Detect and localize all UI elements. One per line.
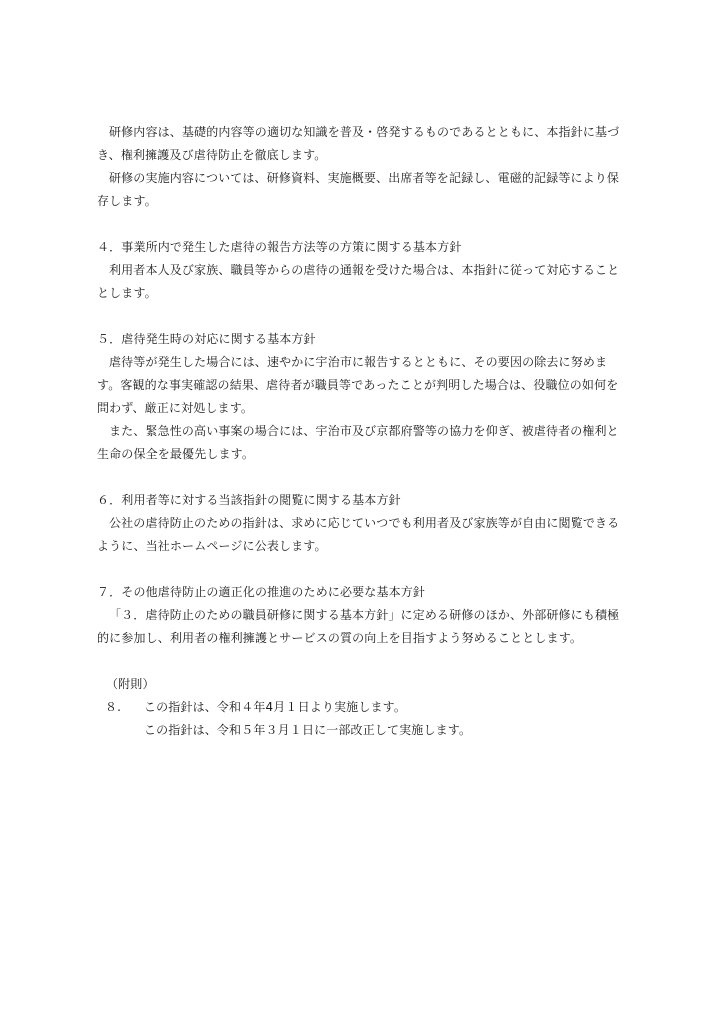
section-7: [97, 581, 627, 650]
document-body: [97, 121, 627, 742]
appendix-heading: （附則）: [106, 677, 155, 691]
intro-paragraph-1: 研修内容は、基礎的内容等の適切な知識を普及・啓発するものであるとともに、本指針に基づき、権利擁護及び虐待防止を徹底します。: [97, 125, 620, 162]
section-7-paragraph: 「３．虐待防止のための職員研修に関する基本方針」に定める研修のほか、外部研修にも積極的に参加し、利用者の権利擁護とサービスの質の向上を目指すよう努めることとします。: [97, 608, 620, 645]
appendix-line-1: この指針は、令和４年4月１日より実施します。: [144, 700, 406, 714]
section-6-heading: ６．利用者等に対する当該指針の閲覧に関する基本方針: [97, 493, 401, 507]
section-5-heading: ５．虐待発生時の対応に関する基本方針: [97, 332, 316, 346]
appendix-item-number: ８.: [105, 700, 122, 714]
section-4-paragraph: 利用者本人及び家族、職員等からの虐待の通報を受けた場合は、本指針に従って対応することとします。: [97, 263, 620, 300]
section-7-heading: ７．その他虐待防止の適正化の推進のために必要な基本方針: [97, 585, 426, 599]
section-5-paragraph-2: また、緊急性の高い事案の場合には、宇治市及び京都府警等の協力を仰ぎ、被虐待者の権利と生命の保全を最優先します。: [97, 424, 619, 461]
section-6: [97, 489, 627, 558]
intro-paragraph-2: 研修の実施内容については、研修資料、実施概要、出席者等を記録し、電磁的記録等により保存します。: [97, 171, 620, 208]
section-5-paragraph-1: 虐待等が発生した場合には、速やかに宇治市に報告するとともに、その要因の除去に努めます。客観的な事実確認の結果、虐待者が職員等であったことが判明した場合は、役職位の如何を問わず、厳正に対処します。: [97, 355, 619, 415]
appendix-item: [97, 696, 627, 719]
section-4-heading: ４．事業所内で発生した虐待の報告方法等の方策に関する基本方針: [97, 240, 462, 254]
section-4: [97, 236, 627, 305]
section-6-paragraph: 公社の虐待防止のための指針は、求めに応じていつでも利用者及び家族等が自由に閲覧できるように、当社ホームページに公表します。: [97, 516, 620, 553]
appendix-line-2: この指針は、令和５年３月１日に一部改正して実施します。: [144, 723, 472, 737]
section-5: [97, 328, 627, 466]
